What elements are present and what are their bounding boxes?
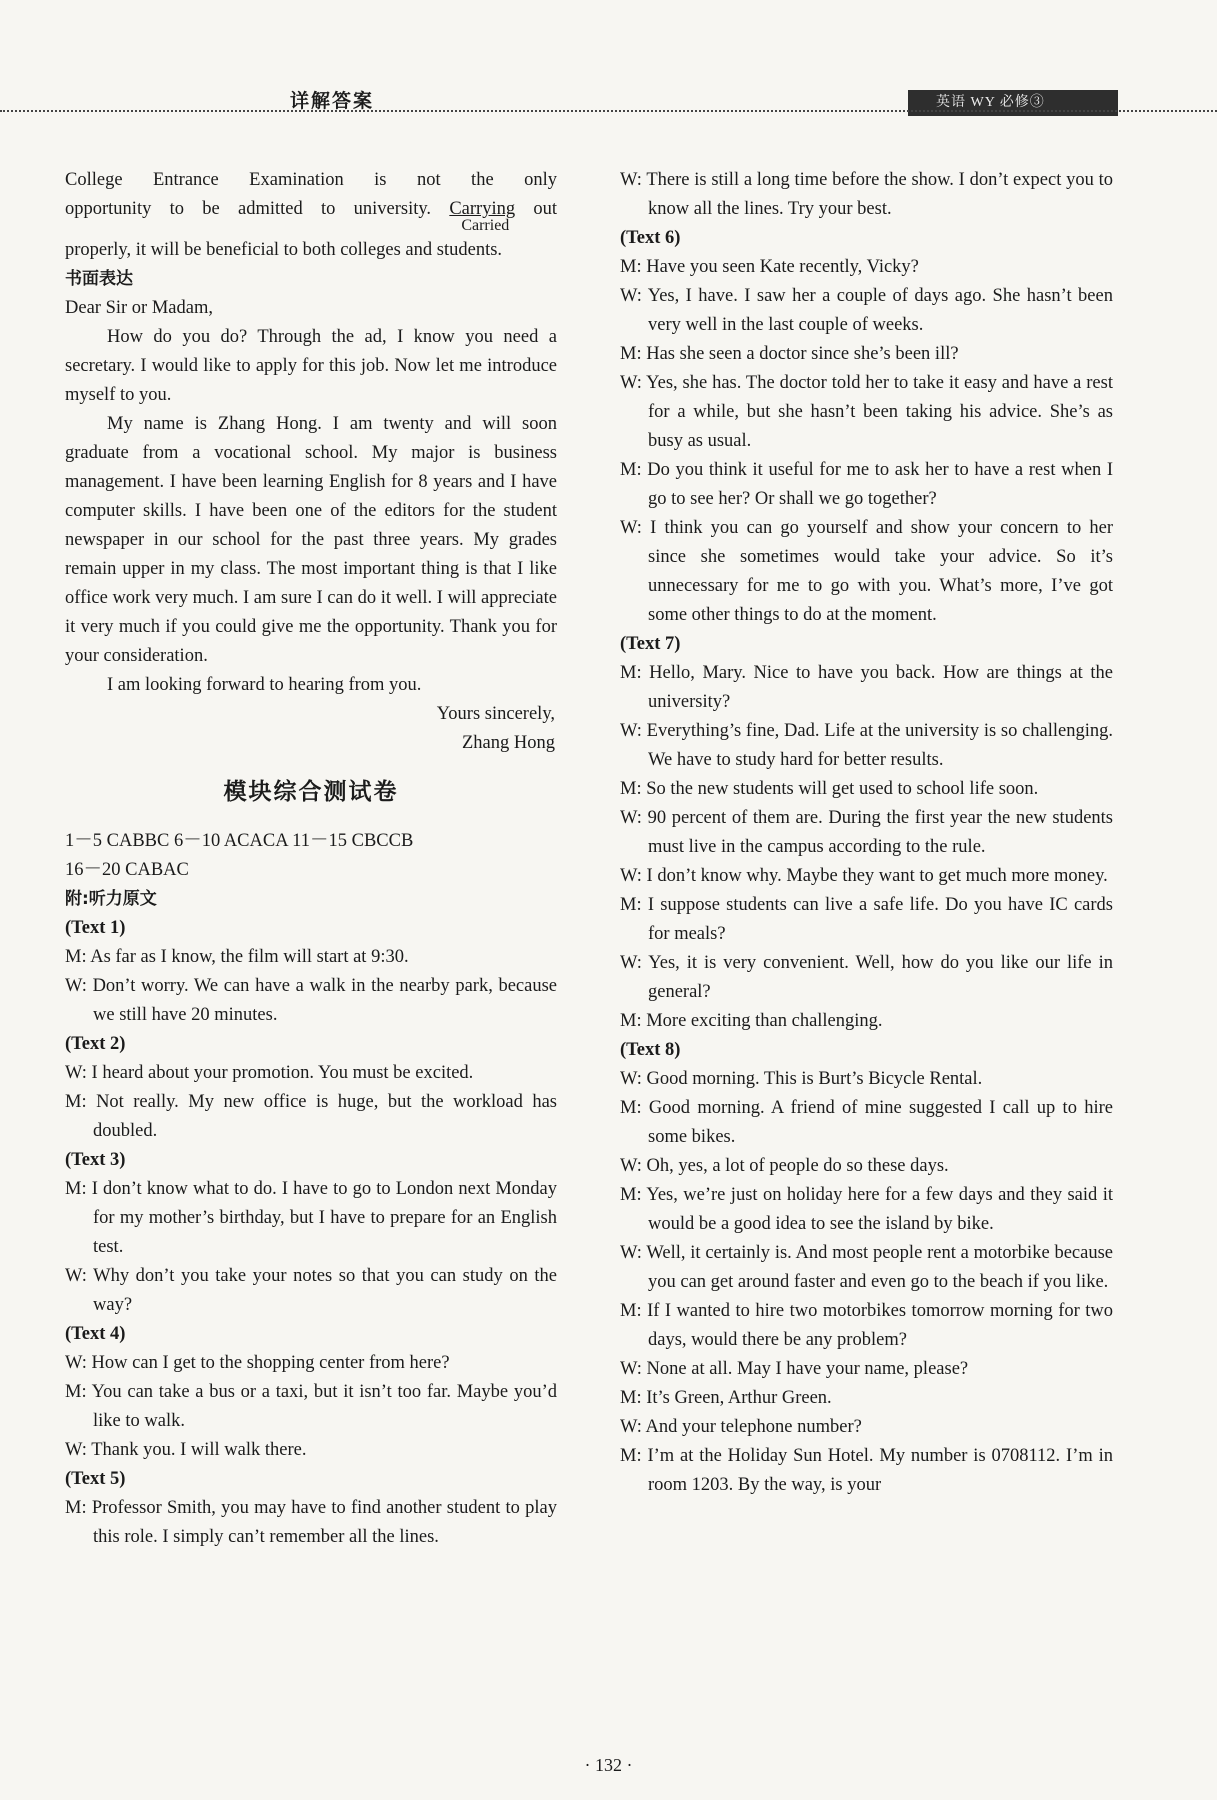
dialog-text: You can take a bus or a taxi, but it isn’t too far. Maybe you’d like to walk.	[91, 1382, 557, 1431]
dialog-line	[620, 369, 1113, 456]
dialog-text: Has she seen a doctor since she’s been ill?	[646, 344, 959, 364]
dialog-text: Well, it certainly is. And most people rent a motorbike because you can get around faster and even go to the beach if you like.	[646, 1243, 1113, 1292]
underlined-word: Carrying Carried	[449, 199, 516, 234]
header-badge: 英语 WY 必修③	[908, 90, 1118, 116]
speaker-tag: M:	[620, 257, 642, 277]
speaker-tag: M:	[620, 1388, 642, 1408]
essay-line-2: opportunity to be admitted to university. Carrying Carried out	[65, 195, 557, 224]
dialog-line	[620, 456, 1113, 514]
speaker-tag: M:	[620, 1301, 642, 1321]
speaker-tag: W:	[65, 1266, 87, 1286]
speaker-tag: W:	[620, 1156, 642, 1176]
dialog-line	[620, 862, 1113, 891]
header-dotted-rule	[0, 110, 1217, 112]
dialog-text: Good morning. This is Burt’s Bicycle Rental.	[646, 1069, 983, 1089]
text-label: (Text 4)	[65, 1324, 126, 1344]
dialog-line	[620, 514, 1113, 630]
dialog-text: I don’t know why. Maybe they want to get much more money.	[646, 866, 1108, 886]
speaker-tag: W:	[65, 1353, 87, 1373]
text-label: (Text 2)	[65, 1034, 126, 1054]
text-label: (Text 8)	[620, 1040, 681, 1060]
speaker-tag: M:	[65, 1179, 87, 1199]
speaker-tag: W:	[65, 976, 87, 996]
dialog-line	[65, 1262, 557, 1320]
dialog-text: None at all. May I have your name, please?	[646, 1359, 969, 1379]
speaker-tag: M:	[65, 947, 87, 967]
dialog-line	[65, 1349, 557, 1378]
dialog-text: Good morning. A friend of mine suggested I call up to hire some bikes.	[648, 1098, 1114, 1147]
dialog-line	[65, 1494, 557, 1552]
dialog-line	[620, 891, 1113, 949]
speaker-tag: W:	[65, 1440, 87, 1460]
dialog-line	[620, 1355, 1113, 1384]
letter-paragraph-3: I am looking forward to hearing from you.	[107, 675, 422, 695]
speaker-tag: W:	[620, 1069, 642, 1089]
dialog-text: Professor Smith, you may have to find another student to play this role. I simply can’t remember all the lines.	[91, 1498, 557, 1547]
dialog-text: Yes, we’re just on holiday here for a few days and they said it would be a good idea to see the island by bike.	[646, 1185, 1113, 1234]
dialog-line	[620, 1442, 1113, 1500]
dialog-line	[620, 804, 1113, 862]
speaker-tag: W:	[620, 1359, 642, 1379]
section-listening: 附:听力原文	[65, 889, 157, 909]
text-label: (Text 7)	[620, 634, 681, 654]
dialog-text: I don’t know what to do. I have to go to London next Monday for my mother’s birthday, but I have to prepare for an English test.	[91, 1179, 557, 1257]
speaker-tag: M:	[65, 1382, 87, 1402]
dialog-line	[620, 340, 1113, 369]
dialog-text: I think you can go yourself and show your concern to her since she sometimes would take your advice. So it’s unnecessary for me to go with you. What’s more, I’ve got some other things to do at the moment.	[648, 518, 1114, 625]
speaker-tag: W:	[620, 808, 642, 828]
dialog-line	[65, 1378, 557, 1436]
speaker-tag: W:	[620, 1243, 642, 1263]
dialog-text: Have you seen Kate recently, Vicky?	[646, 257, 919, 277]
dialog-text: I suppose students can live a safe life. Do you have IC cards for meals?	[647, 895, 1114, 944]
essay-line-1: College Entrance Examination is not the only	[65, 170, 557, 190]
dialog-text: 90 percent of them are. During the first year the new students must live in the campus according to the rule.	[647, 808, 1113, 857]
section-writing: 书面表达	[65, 269, 133, 289]
speaker-tag: W:	[620, 170, 642, 190]
dialog-text: Everything’s fine, Dad. Life at the university is so challenging. We have to study hard for better results.	[646, 721, 1114, 770]
dialog-line	[620, 1384, 1113, 1413]
speaker-tag: M:	[65, 1092, 87, 1112]
dialog-line	[620, 1152, 1113, 1181]
dialog-text: How can I get to the shopping center from here?	[91, 1353, 450, 1373]
correction-note: Carried	[461, 217, 510, 234]
dialog-line	[620, 949, 1113, 1007]
dialog-text: I heard about your promotion. You must be excited.	[91, 1063, 474, 1083]
text-label: (Text 5)	[65, 1469, 126, 1489]
letter-paragraph-2: My name is Zhang Hong. I am twenty and will soon graduate from a vocational school. My major is business management. I have been learning English for 8 years and I have computer skills. I have been one of the editors for the student newspaper in our school for the past three years. My grades remain upper in my class. The most important thing is that I like office work very much. I am sure I can do it well. I will appreciate it very much if you could give me the opportunity. Thank you for your consideration.	[65, 414, 557, 666]
dialog-line	[620, 1094, 1113, 1152]
dialog-line	[620, 717, 1113, 775]
speaker-tag: W:	[620, 373, 642, 393]
dialog-text: Yes, she has. The doctor told her to take it easy and have a rest for a while, but she hasn’t been taking his advice. She’s as busy as usual.	[646, 373, 1113, 451]
dialog-text: Don’t worry. We can have a walk in the nearby park, because we still have 20 minutes.	[92, 976, 558, 1025]
dialog-text: Yes, it is very convenient. Well, how do you like our life in general?	[648, 953, 1113, 1002]
dialog-text: There is still a long time before the show. I don’t expect you to know all the lines. Try your best.	[646, 170, 1113, 219]
dialog-line	[620, 166, 1113, 224]
dialog-text: Oh, yes, a lot of people do so these days.	[646, 1156, 949, 1176]
left-column	[65, 166, 557, 1552]
listening-transcripts-left	[65, 914, 557, 1552]
letter-signature: Zhang Hong	[462, 733, 555, 753]
dialog-line	[65, 972, 557, 1030]
speaker-tag: M:	[620, 1185, 642, 1205]
test-title: 模块综合测试卷	[223, 779, 399, 805]
dialog-line	[620, 1413, 1113, 1442]
dialog-text: Do you think it useful for me to ask her to have a rest when I go to see her? Or shall we go together?	[647, 460, 1113, 509]
answers-line-1: 1－5 CABBC 6－10 ACACA 11－15 CBCCB	[65, 831, 414, 851]
dialog-text: If I wanted to hire two motorbikes tomorrow morning for two days, would there be any problem?	[647, 1301, 1113, 1350]
dialog-text: And your telephone number?	[645, 1417, 862, 1437]
dialog-line	[620, 1297, 1113, 1355]
text-label: (Text 1)	[65, 918, 126, 938]
answers-line-2: 16－20 CABAC	[65, 860, 189, 880]
right-column	[620, 166, 1113, 1500]
speaker-tag: W:	[620, 518, 642, 538]
listening-transcripts-right	[620, 166, 1113, 1500]
dialog-text: So the new students will get used to school life soon.	[646, 779, 1039, 799]
dialog-text: As far as I know, the film will start at 9:30.	[90, 947, 409, 967]
dialog-line	[65, 1175, 557, 1262]
speaker-tag: W:	[620, 1417, 642, 1437]
dialog-line	[620, 659, 1113, 717]
speaker-tag: M:	[620, 663, 642, 683]
speaker-tag: M:	[620, 1446, 642, 1466]
dialog-text: Yes, I have. I saw her a couple of days ago. She hasn’t been very well in the last couple of weeks.	[647, 286, 1113, 335]
speaker-tag: W:	[620, 286, 642, 306]
dialog-line	[620, 253, 1113, 282]
dialog-line	[620, 282, 1113, 340]
speaker-tag: W:	[620, 721, 642, 741]
text-label: (Text 6)	[620, 228, 681, 248]
dialog-line	[620, 1007, 1113, 1036]
dialog-text: It’s Green, Arthur Green.	[646, 1388, 832, 1408]
speaker-tag: M:	[620, 779, 642, 799]
dialog-text: More exciting than challenging.	[646, 1011, 883, 1031]
dialog-line	[620, 1239, 1113, 1297]
speaker-tag: M:	[65, 1498, 87, 1518]
speaker-tag: W:	[65, 1063, 87, 1083]
dialog-text: Why don’t you take your notes so that you can study on the way?	[93, 1266, 557, 1315]
dialog-line	[65, 943, 557, 972]
dialog-line	[65, 1059, 557, 1088]
page-number: · 132 ·	[584, 1755, 633, 1775]
dialog-line	[65, 1088, 557, 1146]
speaker-tag: W:	[620, 866, 642, 886]
letter-greeting: Dear Sir or Madam,	[65, 298, 213, 318]
header-title: 详解答案	[290, 91, 375, 112]
page-header	[0, 82, 1217, 122]
speaker-tag: M:	[620, 344, 642, 364]
letter-paragraph-1: How do you do? Through the ad, I know you need a secretary. I would like to apply for this job. Now let me introduce myself to you.	[65, 327, 557, 405]
essay-line-3: properly, it will be beneficial to both colleges and students.	[65, 240, 503, 260]
speaker-tag: M:	[620, 1098, 642, 1118]
dialog-line	[620, 775, 1113, 804]
dialog-text: I’m at the Holiday Sun Hotel. My number is 0708112. I’m in room 1203. By the way, is your	[647, 1446, 1113, 1495]
dialog-line	[620, 1065, 1113, 1094]
speaker-tag: W:	[620, 953, 642, 973]
dialog-text: Hello, Mary. Nice to have you back. How are things at the university?	[648, 663, 1113, 712]
dialog-line	[65, 1436, 557, 1465]
speaker-tag: M:	[620, 460, 642, 480]
dialog-text: Not really. My new office is huge, but the workload has doubled.	[93, 1092, 557, 1141]
dialog-text: Thank you. I will walk there.	[91, 1440, 307, 1460]
speaker-tag: M:	[620, 1011, 642, 1031]
dialog-line	[620, 1181, 1113, 1239]
text-label: (Text 3)	[65, 1150, 126, 1170]
letter-closing: Yours sincerely,	[436, 704, 555, 724]
speaker-tag: M:	[620, 895, 642, 915]
